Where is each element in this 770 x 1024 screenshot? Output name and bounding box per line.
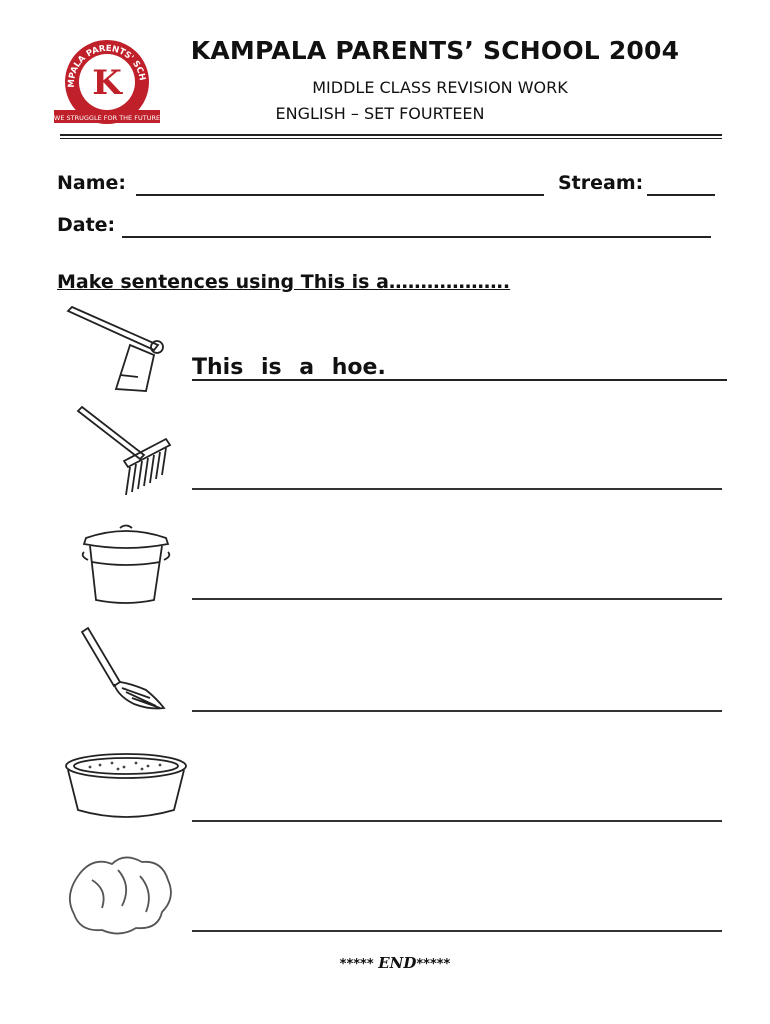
broom-icon (76, 626, 170, 712)
basin-icon (60, 748, 192, 824)
end-marker (300, 954, 490, 972)
rag-icon (62, 846, 178, 942)
logo-letter: K (92, 63, 122, 103)
date-label: Date: (57, 214, 116, 236)
name-field[interactable] (136, 194, 544, 196)
header-divider-thin (60, 138, 722, 139)
date-field[interactable] (122, 236, 711, 238)
logo-ring-text: MPALA PARENTS' SCH (66, 43, 147, 88)
header-divider (60, 134, 722, 136)
answer-line-2[interactable] (192, 488, 722, 490)
example-answer: This is a hoe. (192, 355, 386, 380)
subtitle-line2: ENGLISH – SET FOURTEEN (275, 104, 485, 123)
stream-label: Stream: (558, 172, 644, 194)
school-logo (52, 36, 162, 128)
hoe-icon (62, 305, 172, 395)
end-word: END (378, 954, 417, 972)
answer-line-5[interactable] (192, 820, 722, 822)
school-title: KAMPALA PARENTS’ SCHOOL 2004 (190, 36, 680, 65)
stars-right: ***** (416, 957, 451, 972)
subtitle-line1: MIDDLE CLASS REVISION WORK (312, 78, 568, 97)
stream-field[interactable] (647, 194, 715, 196)
logo-motto: WE STRUGGLE FOR THE FUTURE (53, 114, 161, 122)
answer-line-3[interactable] (192, 598, 722, 600)
answer-line-6[interactable] (192, 930, 722, 932)
name-label: Name: (57, 172, 127, 194)
dustbin-icon (80, 522, 172, 608)
answer-line-1[interactable] (192, 379, 727, 381)
rake-icon (74, 405, 178, 501)
instruction: Make sentences using This is a………………. (57, 271, 511, 293)
answer-line-4[interactable] (192, 710, 722, 712)
stars-left: ***** (339, 957, 374, 972)
